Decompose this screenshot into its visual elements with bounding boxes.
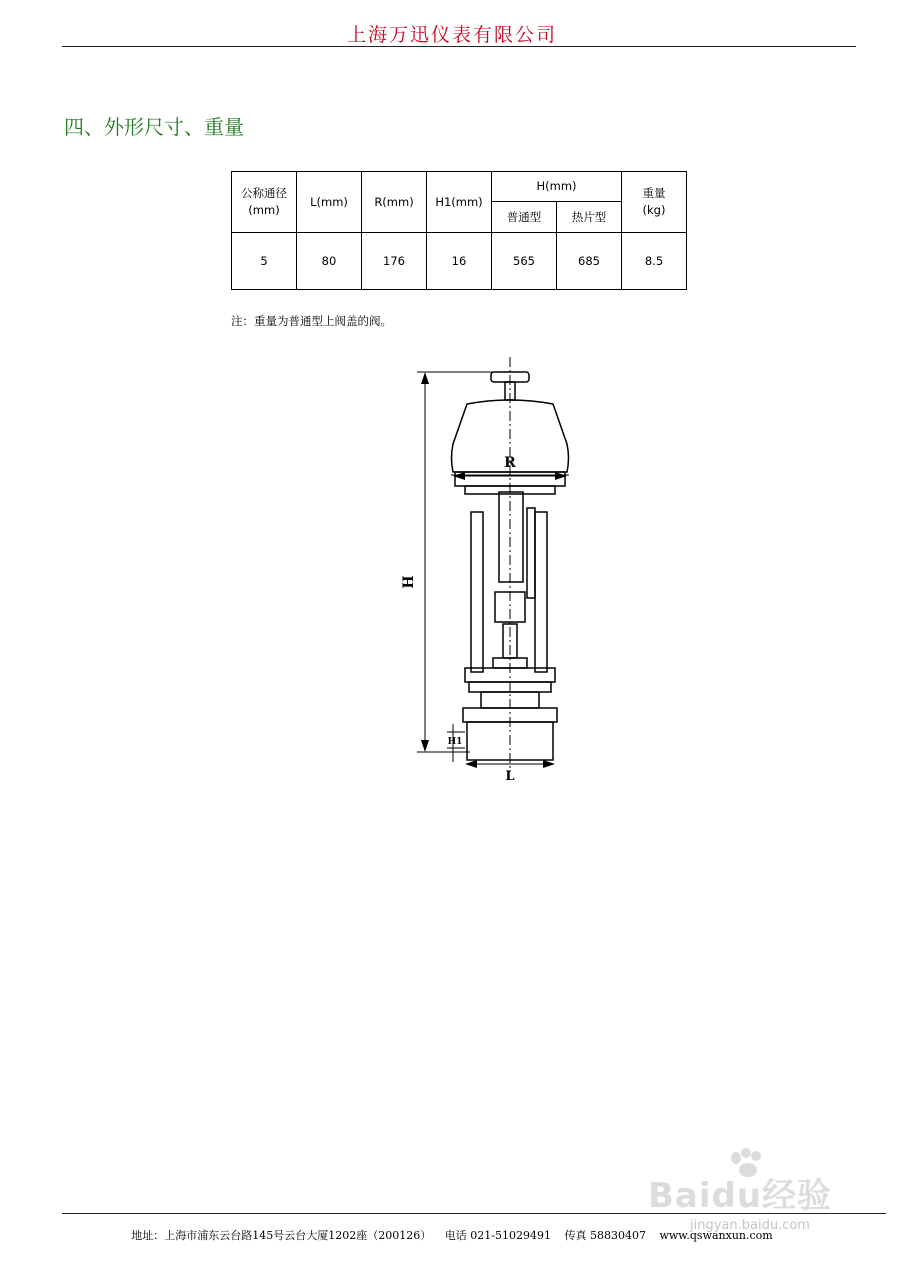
cell-h-heat-sink: 685	[557, 233, 622, 290]
header-weight-line1: 重量	[642, 186, 666, 200]
footer-address: 地址：上海市浦东云台路145号云台大厦1202座（200126）	[131, 1229, 432, 1242]
header-l: L(mm)	[297, 172, 362, 233]
watermark-logo	[648, 1148, 858, 1218]
footer	[0, 1227, 904, 1243]
table-note: 注：重量为普通型上阀盖的阀。	[231, 314, 392, 328]
footer-website[interactable]: www.qswanxun.com	[659, 1229, 773, 1242]
dimension-label-h1: H1	[447, 737, 463, 747]
table-row	[232, 233, 687, 290]
cell-h-normal: 565	[492, 233, 557, 290]
dimension-label-r: R	[504, 455, 516, 471]
dimension-label-l: L	[505, 769, 515, 782]
cell-r: 176	[362, 233, 427, 290]
header-nominal-diameter-line1: 公称通径	[241, 186, 287, 200]
dimension-table	[231, 171, 687, 290]
footer-phone: 电话 021-51029491	[444, 1229, 551, 1242]
header-h: H(mm)	[492, 172, 622, 202]
watermark-brand: Baidu经验	[648, 1176, 833, 1216]
dimension-label-h: H	[401, 575, 417, 589]
valve-dimension-drawing	[395, 352, 615, 782]
watermark-url: jingyan.baidu.com	[690, 1218, 810, 1233]
cell-h1: 16	[427, 233, 492, 290]
header-h1: H1(mm)	[427, 172, 492, 233]
header-weight-line2: (kg)	[642, 203, 666, 217]
header-weight	[622, 172, 687, 233]
footer-fax: 传真 58830407	[564, 1229, 646, 1242]
section-title: 四、外形尺寸、重量	[64, 115, 244, 139]
header-h-heat-sink: 热片型	[557, 202, 622, 233]
header-nominal-diameter	[232, 172, 297, 233]
header-divider	[62, 46, 856, 47]
footer-divider	[62, 1213, 886, 1214]
header-h-normal: 普通型	[492, 202, 557, 233]
company-header: 上海万迅仪表有限公司	[346, 24, 557, 46]
cell-dn: 5	[232, 233, 297, 290]
cell-weight: 8.5	[622, 233, 687, 290]
header-r: R(mm)	[362, 172, 427, 233]
header-nominal-diameter-line2: (mm)	[248, 203, 280, 217]
cell-l: 80	[297, 233, 362, 290]
